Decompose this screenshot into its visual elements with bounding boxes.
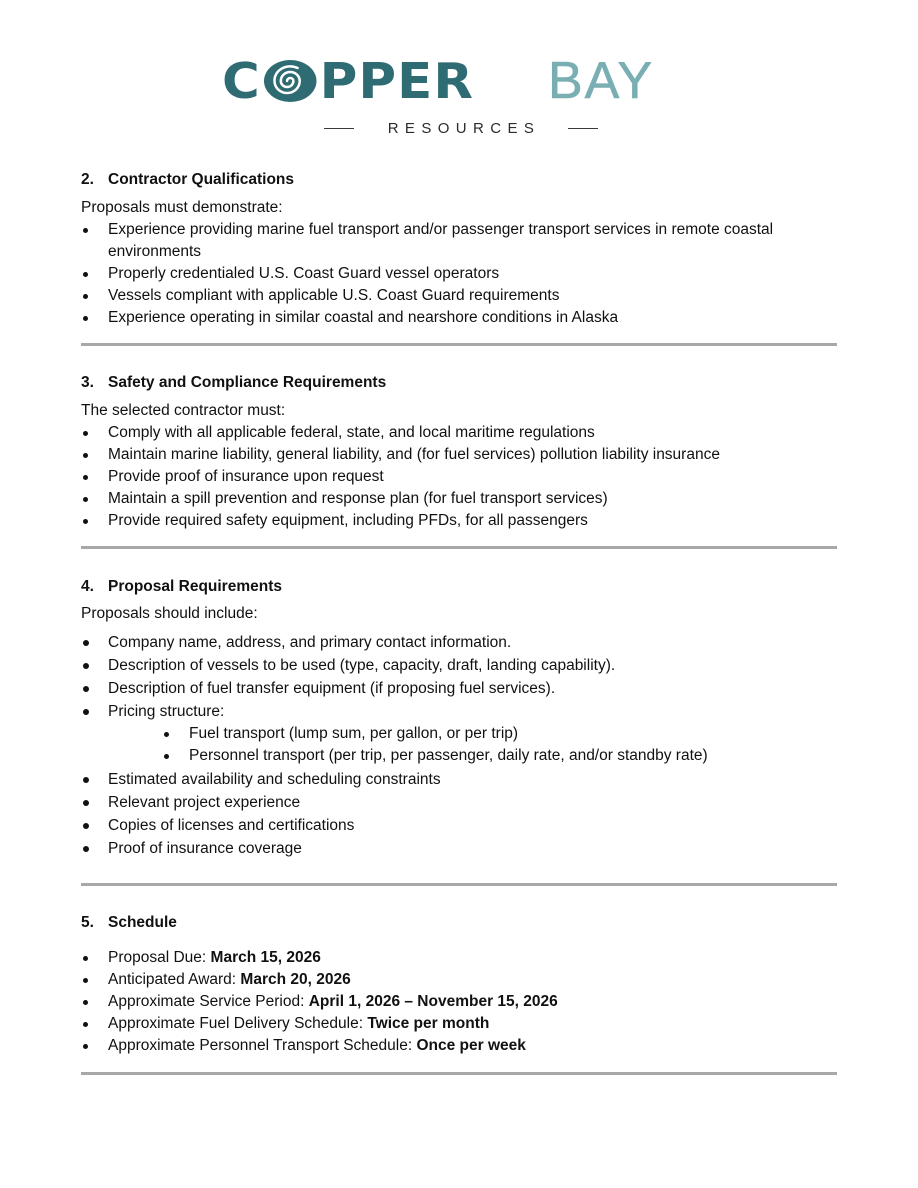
section-heading — [81, 912, 837, 934]
schedule-value: Twice per month — [367, 1015, 490, 1032]
list-item — [81, 768, 837, 791]
list-item — [81, 466, 837, 488]
section-heading — [81, 372, 837, 394]
section-number: 3. — [81, 374, 94, 391]
list-item-text: Properly credentialed U.S. Coast Guard vessel operators — [108, 265, 500, 282]
sublist-item — [81, 745, 837, 767]
schedule-value: March 15, 2026 — [210, 949, 321, 966]
section-proposal-requirements — [81, 576, 837, 860]
schedule-item — [81, 1035, 837, 1057]
list-item — [81, 654, 837, 677]
list-item-text: Experience providing marine fuel transport and/or passenger transport services in remote coastal environments — [108, 221, 774, 260]
section-divider — [81, 343, 837, 346]
list-item — [81, 510, 837, 532]
schedule-label: Approximate Service Period: — [108, 993, 309, 1010]
logo-letter-c: C — [222, 52, 261, 110]
section-title: Schedule — [108, 914, 177, 931]
pricing-sublist — [81, 723, 837, 767]
company-logo — [222, 52, 700, 142]
list-item-text: Proof of insurance coverage — [108, 840, 302, 857]
logo-subtitle — [324, 120, 598, 137]
section-title: Safety and Compliance Requirements — [108, 374, 387, 391]
list-item — [81, 285, 837, 307]
schedule-label: Anticipated Award: — [108, 971, 241, 988]
spiral-icon — [263, 59, 318, 103]
list-item — [81, 219, 837, 263]
schedule-value: March 20, 2026 — [240, 971, 351, 988]
section-number: 5. — [81, 914, 94, 931]
section-intro: Proposals must demonstrate: — [81, 199, 283, 216]
list-item — [81, 677, 837, 700]
schedule-value: Once per week — [416, 1037, 526, 1054]
schedule-item — [81, 969, 837, 991]
list-item — [81, 791, 837, 814]
list-item-text: Provide required safety equipment, including PFDs, for all passengers — [108, 512, 588, 529]
schedule-item — [81, 1013, 837, 1035]
schedule-item — [81, 991, 837, 1013]
list-item — [81, 307, 837, 329]
section-heading — [81, 576, 837, 598]
list-item — [81, 631, 837, 654]
sublist-item-text: Fuel transport (lump sum, per gallon, or per trip) — [189, 725, 519, 742]
sublist-item-text: Personnel transport (per trip, per passenger, daily rate, and/or standby rate) — [189, 747, 708, 764]
list-item-text: Company name, address, and primary contact information. — [108, 634, 512, 651]
section-contractor-qualifications — [81, 169, 837, 329]
section-safety-compliance — [81, 372, 837, 532]
list-item — [81, 837, 837, 860]
list-item-text: Provide proof of insurance upon request — [108, 468, 384, 485]
section-divider — [81, 883, 837, 886]
list-item — [81, 444, 837, 466]
section-number: 4. — [81, 578, 94, 595]
section-number: 2. — [81, 171, 94, 188]
schedule-label: Proposal Due: — [108, 949, 211, 966]
list-item — [81, 488, 837, 510]
schedule-item — [81, 947, 837, 969]
list-item-text: Experience operating in similar coastal and nearshore conditions in Alaska — [108, 309, 619, 326]
list-item-text: Relevant project experience — [108, 794, 301, 811]
list-item-text: Description of fuel transfer equipment (if proposing fuel services). — [108, 680, 556, 697]
schedule-label: Approximate Personnel Transport Schedule: — [108, 1037, 417, 1054]
logo-subtitle-text: RESOURCES — [387, 120, 541, 137]
section-title: Contractor Qualifications — [108, 171, 295, 188]
list-item-text: Comply with all applicable federal, state, and local maritime regulations — [108, 424, 595, 441]
section-divider — [81, 546, 837, 549]
schedule-label: Approximate Fuel Delivery Schedule: — [108, 1015, 368, 1032]
list-item-text: Pricing structure: — [108, 703, 225, 720]
logo-rule-right — [568, 128, 598, 130]
logo-word-bay: BAY — [548, 52, 655, 110]
list-item-text: Vessels compliant with applicable U.S. Coast Guard requirements — [108, 287, 560, 304]
list-item-text: Maintain marine liability, general liability, and (for fuel services) pollution liability insurance — [108, 446, 720, 463]
bullet-list — [81, 768, 837, 860]
section-heading — [81, 169, 837, 191]
section-schedule — [81, 912, 837, 1057]
bullet-list — [81, 631, 837, 723]
bullet-list — [81, 422, 837, 532]
logo-rule-left — [324, 128, 354, 130]
section-divider — [81, 1072, 837, 1075]
list-item — [81, 814, 837, 837]
list-item — [81, 422, 837, 444]
section-intro: The selected contractor must: — [81, 402, 286, 419]
list-item-text: Estimated availability and scheduling constraints — [108, 771, 441, 788]
schedule-value: April 1, 2026 – November 15, 2026 — [308, 993, 558, 1010]
list-item-text: Copies of licenses and certifications — [108, 817, 355, 834]
logo-word-copper — [222, 52, 474, 110]
list-item-text: Maintain a spill prevention and response plan (for fuel transport services) — [108, 490, 608, 507]
list-item-text: Description of vessels to be used (type, capacity, draft, landing capability). — [108, 657, 616, 674]
logo-wordmark — [222, 52, 655, 110]
bullet-list — [81, 219, 837, 329]
sublist-item — [81, 723, 837, 745]
list-item — [81, 700, 837, 723]
logo-letters-pper: PPER — [319, 52, 474, 110]
list-item — [81, 263, 837, 285]
section-intro: Proposals should include: — [81, 605, 258, 622]
schedule-list — [81, 947, 837, 1057]
section-title: Proposal Requirements — [108, 578, 282, 595]
